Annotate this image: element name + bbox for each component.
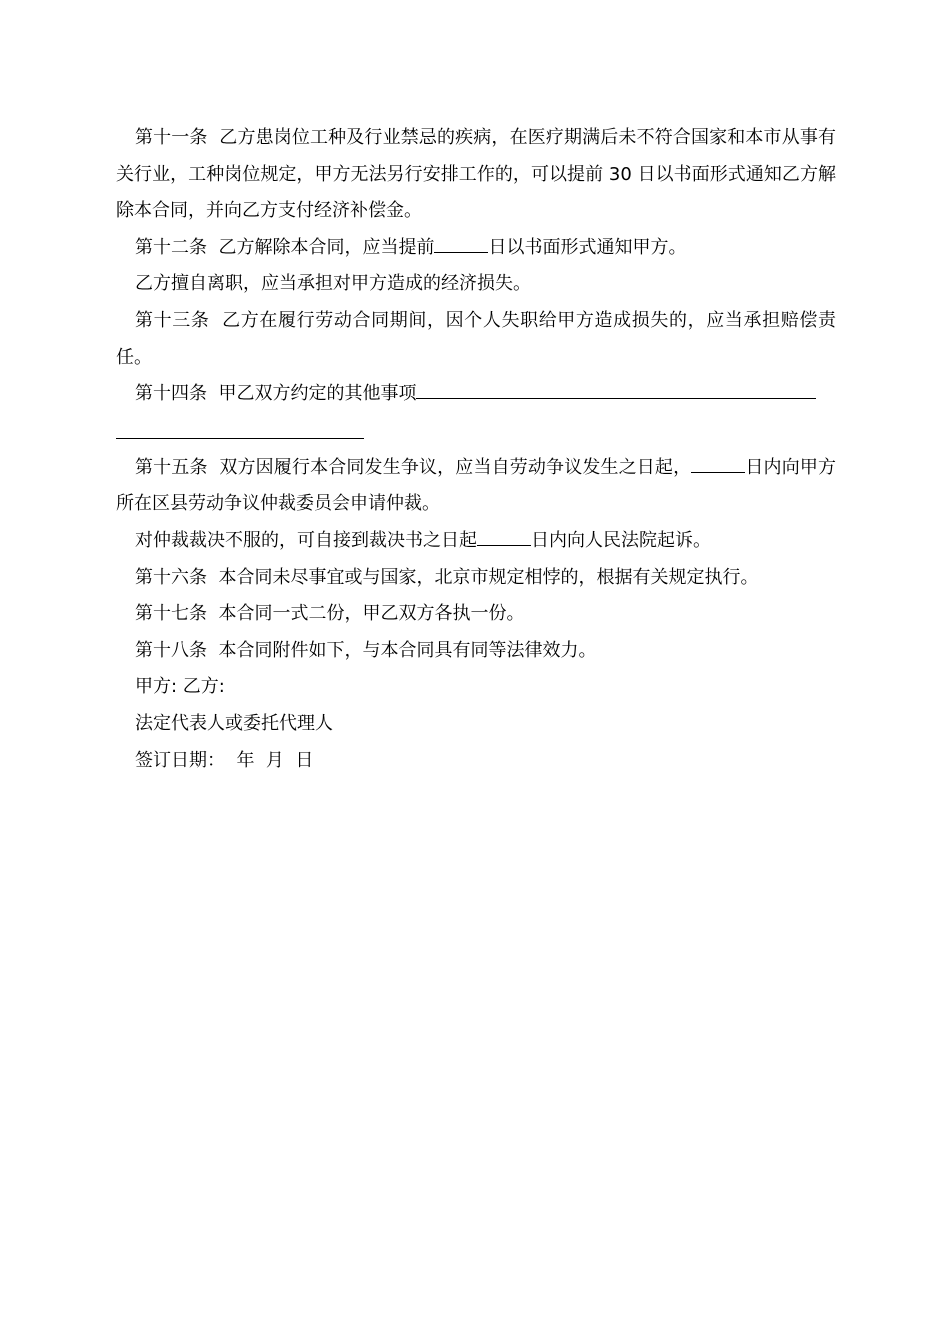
blank-days-notice	[434, 232, 488, 253]
article-17-text: 第十七条 本合同一式二份，甲乙双方各执一份。	[135, 603, 525, 625]
article-12-text-b: 日以书面形式通知甲方。	[488, 236, 687, 258]
article-18	[116, 633, 836, 670]
article-11	[116, 120, 836, 230]
appeal-clause-text-a: 对仲裁裁决不服的，可自接到裁决书之日起	[135, 529, 477, 551]
party-labels-text: 甲方: 乙方:	[135, 676, 225, 698]
legal-representative-text: 法定代表人或委托代理人	[135, 712, 333, 734]
article-15-text-b: 日内向甲方所在区县劳动争议仲裁委员会申请仲裁。	[116, 456, 836, 515]
signing-date	[116, 743, 836, 780]
appeal-clause-text-b: 日内向人民法院起诉。	[531, 529, 711, 551]
legal-representative	[116, 706, 836, 743]
article-12	[116, 230, 836, 267]
article-18-text: 第十八条 本合同附件如下，与本合同具有同等法律效力。	[135, 639, 597, 661]
article-16	[116, 560, 836, 597]
signing-date-text: 签订日期： 年 月 日	[135, 749, 314, 771]
article-17	[116, 596, 836, 633]
contract-page	[116, 120, 836, 779]
article-12-text-a: 第十二条 乙方解除本合同，应当提前	[135, 236, 435, 258]
article-11-text: 第十一条 乙方患岗位工种及行业禁忌的疾病，在医疗期满后未不符合国家和本市从事有关行业，工种岗位规定，甲方无法另行安排工作的，可以提前 30 日以书面形式通知乙方解除本合同，并向乙方支付经济补偿金。	[116, 127, 836, 222]
article-13-text: 第十三条 乙方在履行劳动合同期间，因个人失职给甲方造成损失的，应当承担赔偿责任。	[116, 309, 836, 368]
appeal-clause	[116, 523, 836, 560]
article-15	[116, 450, 836, 523]
blank-other-matters	[416, 378, 816, 399]
party-labels	[116, 669, 836, 706]
blank-days-lawsuit	[477, 525, 531, 546]
resignation-clause	[116, 266, 836, 303]
article-14	[116, 376, 836, 413]
blank-other-matters-continued	[116, 413, 364, 439]
resignation-clause-text: 乙方擅自离职，应当承担对甲方造成的经济损失。	[135, 273, 531, 295]
blank-days-arbitration	[691, 452, 745, 473]
article-16-text: 第十六条 本合同未尽事宜或与国家，北京市规定相悖的，根据有关规定执行。	[135, 566, 759, 588]
article-13	[116, 303, 836, 376]
article-14-text: 第十四条 甲乙双方约定的其他事项	[135, 383, 417, 405]
article-15-text-a: 第十五条 双方因履行本合同发生争议，应当自劳动争议发生之日起，	[135, 456, 692, 478]
